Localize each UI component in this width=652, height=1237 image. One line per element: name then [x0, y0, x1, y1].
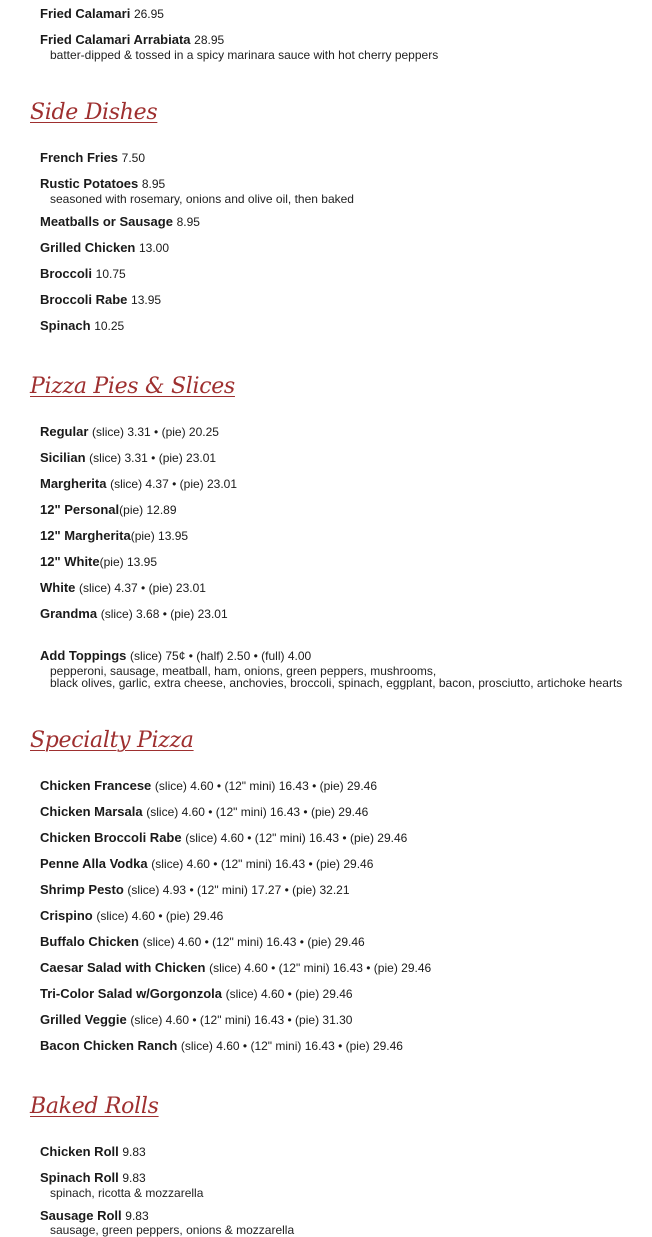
item-name: Sicilian	[40, 450, 86, 465]
item-price: 13.00	[139, 241, 170, 255]
item-price: (pie) 12.89	[119, 503, 177, 517]
item-price: (slice) 4.60 • (pie) 29.46	[96, 909, 224, 923]
menu-item-12-margherita	[40, 528, 188, 544]
item-name: Fried Calamari Arrabiata	[40, 32, 191, 47]
item-price: (slice) 4.37 • (pie) 23.01	[79, 581, 206, 595]
menu-item-chicken-francese	[40, 778, 377, 794]
item-name: Grilled Chicken	[40, 240, 136, 255]
item-name: Regular	[40, 424, 89, 439]
menu-item-12-personal	[40, 502, 177, 518]
item-name: Crispino	[40, 908, 93, 923]
menu-item-fried-calamari	[40, 6, 164, 22]
menu-item-spinach	[40, 318, 124, 334]
menu-item-fried-calamari-arrabiata	[40, 32, 224, 48]
menu-item-tri-color-salad	[40, 986, 353, 1002]
item-price: 9.83	[122, 1171, 146, 1185]
menu-item-buffalo-chicken	[40, 934, 365, 950]
menu-item-spinach-roll	[40, 1170, 146, 1186]
item-price: (slice) 4.60 • (12" mini) 16.43 • (pie) 29.46	[146, 805, 369, 819]
menu-item-chicken-marsala	[40, 804, 368, 820]
menu-item-grandma	[40, 606, 228, 622]
item-name: Spinach Roll	[40, 1170, 119, 1185]
item-price: 10.75	[95, 267, 126, 281]
item-price: (slice) 3.31 • (pie) 23.01	[89, 451, 217, 465]
item-name: Rustic Potatoes	[40, 176, 139, 191]
item-description: sausage, green peppers, onions & mozzarella	[50, 1223, 295, 1237]
section-title-pizza-pies: Pizza Pies & Slices	[30, 374, 235, 399]
item-price: 8.95	[176, 215, 200, 229]
menu-item-grilled-veggie	[40, 1012, 352, 1028]
menu-item-penne-alla-vodka	[40, 856, 373, 872]
item-price: (slice) 4.60 • (12" mini) 16.43 • (pie) 29.46	[151, 857, 374, 871]
menu-item-caesar-salad-chicken	[40, 960, 431, 976]
item-name: Sausage Roll	[40, 1208, 122, 1223]
menu-item-meatballs-or-sausage	[40, 214, 200, 230]
item-price: 26.95	[133, 7, 164, 21]
item-price: (slice) 4.60 • (12" mini) 16.43 • (pie) 29.46	[180, 1039, 403, 1053]
item-name: Margherita	[40, 476, 107, 491]
item-name: Penne Alla Vodka	[40, 856, 148, 871]
menu-item-rustic-potatoes	[40, 176, 165, 192]
item-description: spinach, ricotta & mozzarella	[50, 1186, 204, 1200]
item-price: 7.50	[121, 151, 146, 165]
item-name: Spinach	[40, 318, 91, 333]
menu-item-bacon-chicken-ranch	[40, 1038, 403, 1054]
item-name: Chicken Marsala	[40, 804, 143, 819]
item-name: Tri-Color Salad w/Gorgonzola	[40, 986, 223, 1001]
menu-item-margherita	[40, 476, 237, 492]
menu-item-shrimp-pesto	[40, 882, 350, 898]
item-description: black olives, garlic, extra cheese, anchovies, broccoli, spinach, eggplant, bacon, prosciutto, artichoke hearts	[50, 676, 623, 690]
item-name: Broccoli Rabe	[40, 292, 128, 307]
menu-item-sicilian	[40, 450, 216, 466]
item-price: (slice) 4.60 • (pie) 29.46	[225, 987, 353, 1001]
item-price: 13.95	[131, 293, 162, 307]
menu-item-grilled-chicken	[40, 240, 169, 256]
item-price: 9.83	[122, 1145, 146, 1159]
menu-item-white	[40, 580, 206, 596]
item-name: Grilled Veggie	[40, 1012, 127, 1027]
item-price: (slice) 4.60 • (12" mini) 16.43 • (pie) 29.46	[185, 831, 408, 845]
item-name: 12" Margherita	[40, 528, 131, 543]
menu-item-add-toppings	[40, 648, 311, 664]
section-title-side-dishes: Side Dishes	[30, 100, 158, 125]
item-price: (slice) 4.37 • (pie) 23.01	[110, 477, 238, 491]
menu-item-french-fries	[40, 150, 145, 166]
item-description: batter-dipped & tossed in a spicy marinara sauce with hot cherry peppers	[50, 48, 439, 62]
item-description: seasoned with rosemary, onions and olive oil, then baked	[50, 192, 354, 206]
item-name: 12" White	[40, 554, 100, 569]
item-name: Chicken Broccoli Rabe	[40, 830, 182, 845]
item-price: (slice) 3.68 • (pie) 23.01	[100, 607, 228, 621]
item-name: Buffalo Chicken	[40, 934, 139, 949]
item-price: (slice) 4.60 • (12" mini) 16.43 • (pie) 31.30	[130, 1013, 353, 1027]
item-price: (slice) 4.60 • (12" mini) 16.43 • (pie) 29.46	[142, 935, 365, 949]
menu-item-chicken-roll	[40, 1144, 146, 1160]
section-title-specialty-pizza: Specialty Pizza	[30, 728, 194, 753]
menu-item-broccoli	[40, 266, 126, 282]
item-price: 28.95	[194, 33, 225, 47]
item-name: Shrimp Pesto	[40, 882, 124, 897]
menu-item-broccoli-rabe	[40, 292, 161, 308]
menu-item-chicken-broccoli-rabe	[40, 830, 407, 846]
item-price: (slice) 4.60 • (12" mini) 16.43 • (pie) 29.46	[154, 779, 377, 793]
menu-item-12-white	[40, 554, 157, 570]
section-title-baked-rolls: Baked Rolls	[30, 1094, 159, 1119]
item-name: Bacon Chicken Ranch	[40, 1038, 178, 1053]
item-price: 9.83	[125, 1209, 149, 1223]
item-name: Chicken Roll	[40, 1144, 119, 1159]
item-price: 8.95	[141, 177, 166, 191]
item-description: pepperoni, sausage, meatball, ham, onions, green peppers, mushrooms,	[50, 664, 437, 678]
item-name: Meatballs or Sausage	[40, 214, 173, 229]
menu-item-sausage-roll	[40, 1208, 149, 1224]
item-name: Broccoli	[40, 266, 93, 281]
item-price: (slice) 4.93 • (12" mini) 17.27 • (pie) 32.21	[127, 883, 350, 897]
item-name: French Fries	[40, 150, 119, 165]
item-name: Add Toppings	[40, 648, 127, 663]
item-price: (pie) 13.95	[99, 555, 157, 569]
item-name: Grandma	[40, 606, 98, 621]
item-name: Caesar Salad with Chicken	[40, 960, 206, 975]
menu-item-crispino	[40, 908, 223, 924]
item-price: (slice) 75¢ • (half) 2.50 • (full) 4.00	[130, 649, 312, 663]
item-price: 10.25	[94, 319, 125, 333]
item-name: White	[40, 580, 76, 595]
item-name: Fried Calamari	[40, 6, 131, 21]
item-price: (pie) 13.95	[130, 529, 189, 543]
item-price: (slice) 4.60 • (12" mini) 16.43 • (pie) 29.46	[209, 961, 432, 975]
menu-item-regular	[40, 424, 219, 440]
item-name: Chicken Francese	[40, 778, 152, 793]
item-name: 12" Personal	[40, 502, 120, 517]
item-price: (slice) 3.31 • (pie) 20.25	[92, 425, 219, 439]
